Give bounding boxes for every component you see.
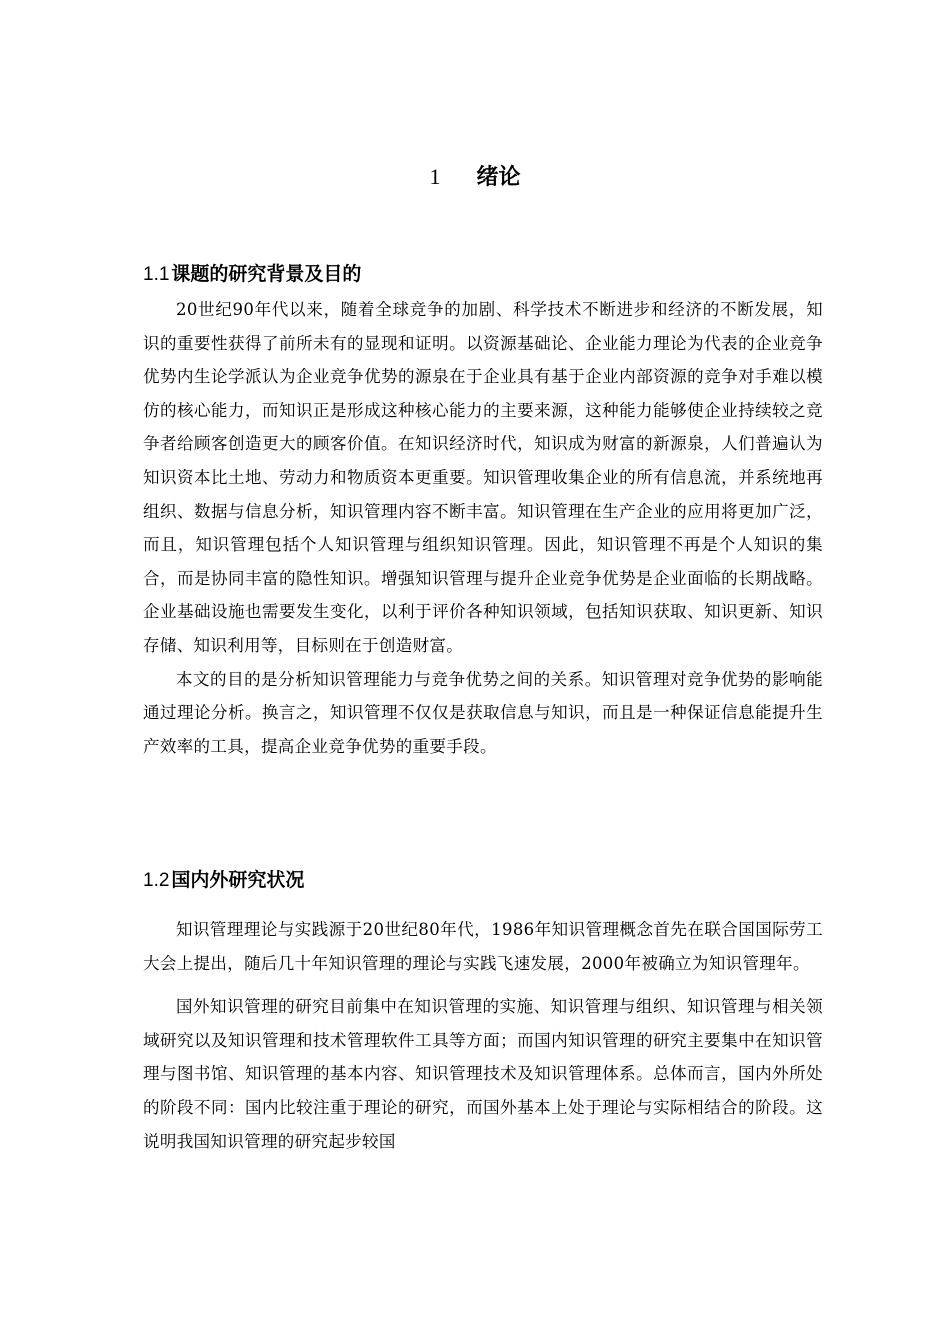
paragraph: 国外知识管理的研究目前集中在知识管理的实施、知识管理与组织、知识管理与相关领域研究以及知识管理和技术管理软件工具等方面；而国内知识管理的研究主要集中在知识管理与图书馆、知识管理的基本内容、知识管理技术及知识管理体系。总体而言，国内外所处的阶段不同：国内比较注重于理论的研究，而国外基本上处于理论与实际相结合的阶段。这说明我国知识管理的研究起步较国 bbox=[143, 997, 823, 1151]
paragraph: 20世纪90年代以来，随着全球竞争的加剧、科学技术不断进步和经济的不断发展，知识的重要性获得了前所未有的显现和证明。以资源基础论、企业能力理论为代表的企业竞争优势内生论学派认为企业竞争优势的源泉在于企业具有基于企业内部资源的竞争对手难以模仿的核心能力，而知识正是形成这种核心能力的主要来源，这种能力能够使企业持续较之竞争者给顾客创造更大的顾客价值。在知识经济时代，知识成为财富的新源泉，人们普遍认为知识资本比土地、劳动力和物质资本更重要。知识管理收集企业的所有信息流，并系统地再组织、数据与信息分析，知识管理内容不断丰富。知识管理在生产企业的应用将更加广泛，而且，知识管理包括个人知识管理与组织知识管理。因此，知识管理不再是个人知识的集合，而是协同丰富的隐性知识。增强知识管理与提升企业竞争优势是企业面临的长期战略。企业基础设施也需要发生变化，以利于评价各种知识领域，包括知识获取、知识更新、知识存储、知识利用等，目标则在于创造财富。 bbox=[143, 300, 823, 655]
section-background-purpose bbox=[143, 260, 823, 763]
chapter-title bbox=[0, 160, 950, 195]
chapter-number: 1 bbox=[429, 164, 441, 189]
section-title: 国内外研究状况 bbox=[171, 869, 305, 891]
section-number: 1.2 bbox=[143, 870, 170, 891]
paragraph: 本文的目的是分析知识管理能力与竞争优势之间的关系。知识管理对竞争优势的影响能通过理论分析。换言之，知识管理不仅仅是获取信息与知识，而且是一种保证信息能提升生产效率的工具，提高企业竞争优势的重要手段。 bbox=[143, 669, 823, 756]
section-research-status bbox=[143, 866, 823, 1168]
section-title: 课题的研究背景及目的 bbox=[171, 263, 362, 285]
paragraph: 知识管理理论与实践源于20世纪80年代，1986年知识管理概念首先在联合国国际劳工大会上提出，随后几十年知识管理的理论与实践飞速发展，2000年被确立为知识管理年。 bbox=[143, 920, 823, 973]
section-number: 1.1 bbox=[143, 264, 170, 285]
section-heading bbox=[143, 866, 823, 895]
chapter-title-text: 绪论 bbox=[476, 165, 521, 190]
section-heading bbox=[143, 260, 823, 289]
